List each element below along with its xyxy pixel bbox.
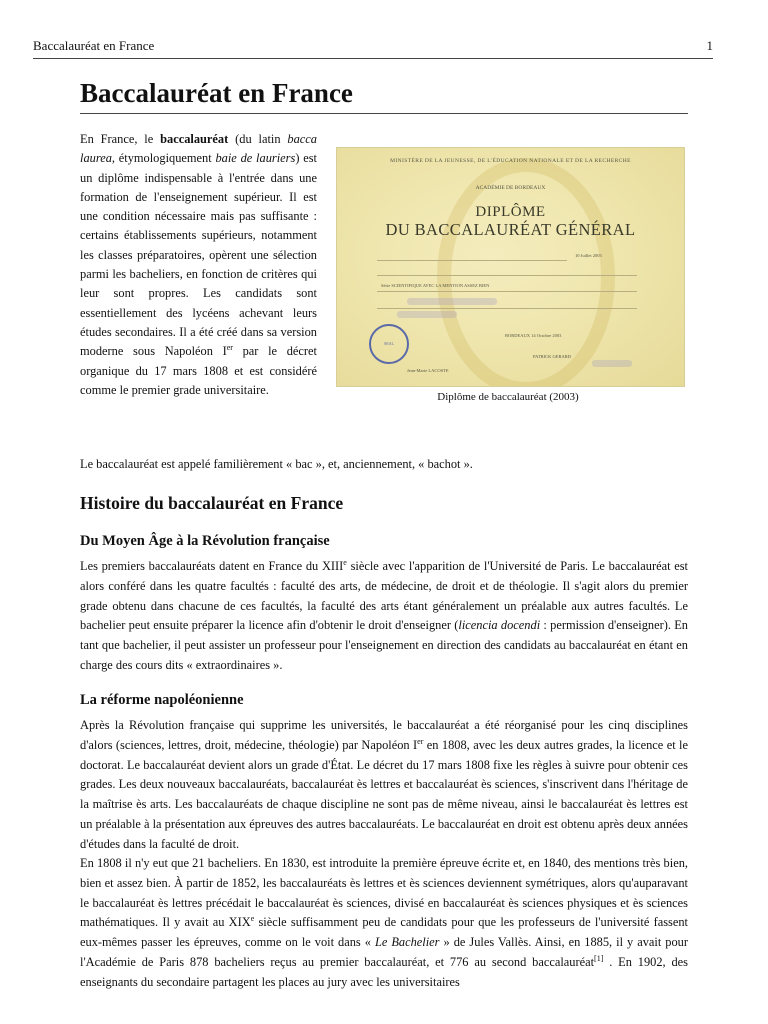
intro-text: ) est un diplôme indispensable à l'entrée dans une formation de l'enseignement supérieur. Il est une condition nécessaire mais pas suffisante : certains établissements supérieurs, notamment les classes préparatoires, opèrent une sélection parmi les bacheliers, en fonction de critères qui leur sont propres. Les candidats sont essentiellement des lycéens achevant leurs études secondaires. Il a été créé dans sa version moderne sous Napoléon I [80, 151, 317, 359]
intro-bold-term: baccalauréat [160, 132, 229, 146]
paragraph-1808 [80, 854, 688, 993]
para-superscript: e [343, 557, 347, 567]
seal-stamp: SEAL [369, 324, 409, 364]
para-text: siècle avec l'apparition de l'Université de Paris. Le baccalauréat est alors conféré dans les quatre facultés : faculté des arts, de médecine, de droit et de théologie. Il s'agit alors du premier grade obtenu dans chacune de ces facultés, la faculté des arts étant généralement un préalable aux autres facultés. Le bachelier peut ensuite préparer la licence afin d'obtenir le droit d'enseigner ( [80, 559, 688, 633]
intro-text: , étymologiquement [111, 151, 216, 166]
para-superscript: e [250, 914, 255, 924]
laurel-emblem [437, 158, 615, 387]
diploma-figure [328, 128, 688, 413]
redacted-signature [592, 360, 632, 367]
para-text: Les premiers baccalauréats datent en France du XIII [80, 559, 344, 573]
paragraph-moyen-age [80, 557, 688, 676]
para-text: . En 1902, des enseignants du secondaire partagent les places au jury avec les universitaires [80, 954, 688, 989]
subheading-napoleon: La réforme napoléonienne [80, 692, 244, 708]
diploma-academy: ACADÉMIE DE BORDEAUX [475, 185, 546, 191]
para-superscript: er [417, 736, 424, 746]
para-text: Après la Révolution française qui supprime les universités, le baccalauréat a été réorganisé pour les cinq disciplines d'alors (sciences, lettres, droit, médecine, théologie) par Napoléon I [80, 718, 688, 752]
intro-paragraph [80, 130, 317, 400]
diploma-series: Série SCIENTIFIQUE AVEC LA MENTION ASSEZ BIEN [381, 283, 490, 288]
diploma-ministry: MINISTÈRE DE LA JEUNESSE, DE L'ÉDUCATION NATIONALE ET DE LA RECHERCHE [390, 158, 631, 164]
diploma-heading-2: DU BACCALAURÉAT GÉNÉRAL [385, 220, 636, 239]
running-header [33, 38, 713, 59]
paragraph-napoleon [80, 716, 688, 855]
diploma-image [336, 147, 685, 387]
diploma-place-date: BORDEAUX 14 Octobre 2003 [505, 333, 562, 338]
diploma-date-top: 10 Juillet 2003 [575, 253, 602, 258]
diploma-signatory: Jean-Marie LACOSTE [407, 368, 449, 373]
subheading-moyen-age: Du Moyen Âge à la Révolution française [80, 533, 330, 549]
para-text: » de Jules Vallès. Ainsi, en 1885, il y avait pour l'Académie de Paris 878 bacheliers reçus au premier baccalauréat, et 776 au second baccalauréat [80, 935, 689, 969]
para-text: en 1808, avec les deux autres grades, la licence et le doctorat. Le baccalauréat devient alors un grade d'État. Le décret du 17 mars 1808 fixe les règles à suivre pour obtenir ces grades. Les deux nouveaux baccalauréats, baccalauréat ès lettres et baccalauréat ès sciences, s'inscrivent dans l'héritage de la maîtrise ès arts. Les baccalauréats de chaque discipline ne sont pas de même niveau, ainsi le baccalauréat ès lettres est un préalable à la présentation aux épreuves des autres baccalauréats. Le baccalauréat en droit est obtenu après deux années d'études dans la faculté de droit. [80, 737, 689, 851]
intro-text: par le décret organique du 17 mars 1808 et est considéré comme le premier grade universitaire. [80, 344, 317, 397]
intro-superscript: er [226, 343, 233, 353]
figure-caption: Diplôme de baccalauréat (2003) [437, 391, 579, 403]
page-title: Baccalauréat en France [80, 78, 688, 114]
para-text: En 1808 il n'y eut que 21 bacheliers. En 1830, est introduite la première épreuve écrite et, en 1840, des mentions très bien, bien et assez bien. À partir de 1852, les baccalauréats ès lettres et ès sciences deviennent symétriques, alors qu'auparavant le baccalauréat ès lettres précédait le baccalauréat ès sciences, divisé en baccalauréat ès sciences physiques et ès sciences mathématiques. Il y avait au XIX [80, 856, 688, 930]
header-title: Baccalauréat en France [33, 38, 155, 53]
footnote-ref-1[interactable]: [1] [594, 953, 604, 963]
intro-italic-meaning: baie de lauriers [215, 151, 296, 166]
para-text: : permission d'enseigner). En tant que bachelier, il peut assister un professeur pour l'enseignement en direction des candidats au baccalauréat en étant en charge des cours dits « extraordinaires ». [80, 618, 688, 672]
diploma-rector: PATRICK GERARD [533, 354, 571, 359]
para-italic: licencia docendi [458, 618, 541, 633]
bac-nickname-line: Le baccalauréat est appelé familièrement « bac », et, anciennement, « bachot ». [80, 457, 473, 471]
page-number: 1 [706, 38, 713, 53]
section-heading-history: Histoire du baccalauréat en France [80, 493, 344, 513]
redacted-name [407, 298, 497, 305]
intro-italic-latin: bacca laurea [80, 132, 317, 166]
diploma-heading-1: DIPLÔME [475, 204, 546, 220]
para-italic: Le Bachelier [374, 935, 440, 950]
redacted-birth [397, 311, 457, 318]
intro-text: (du latin [228, 132, 288, 146]
para-text: siècle suffisamment peu de candidats pour que les professeurs de l'université fassent eux-mêmes passer les épreuves, comme on le voit dans « [80, 915, 688, 950]
intro-text: En France, le [80, 132, 161, 146]
